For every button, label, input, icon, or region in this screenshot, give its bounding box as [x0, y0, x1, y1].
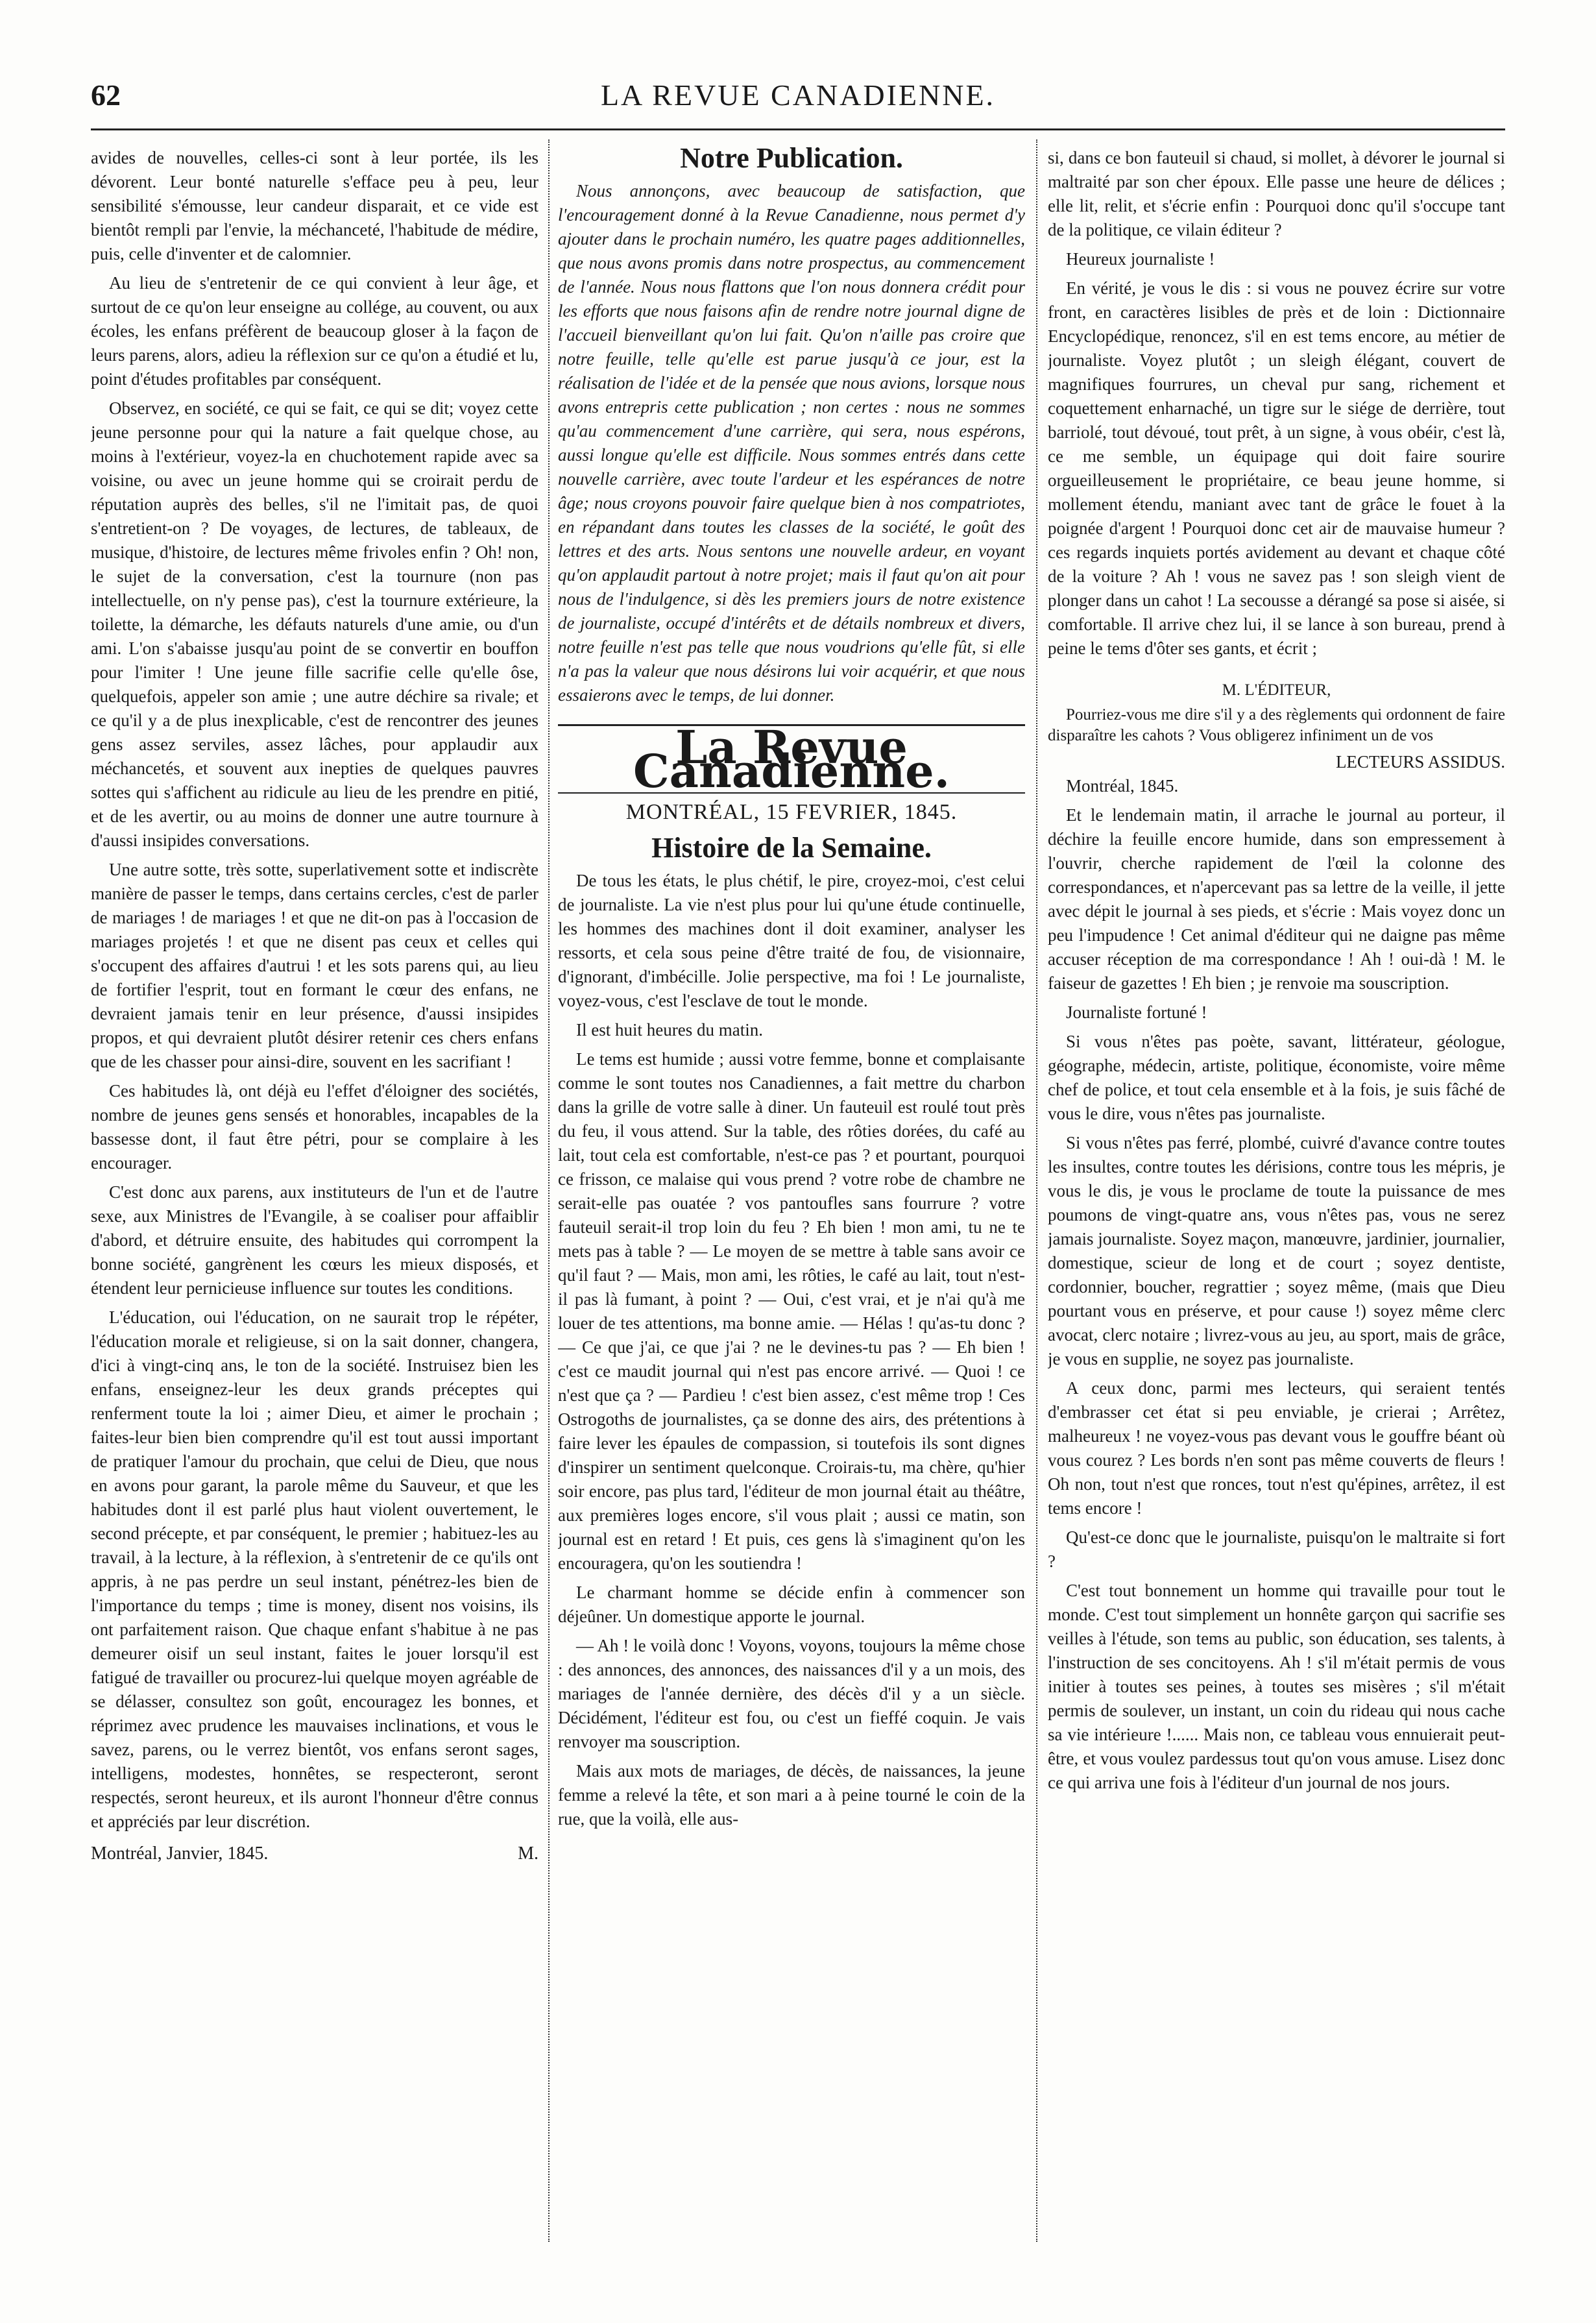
- masthead: La Revue Canadienne.: [558, 724, 1025, 794]
- paragraph: C'est tout bonnement un homme qui travaille pour tout le monde. C'est tout simplement un honnête garçon qui sacrifie ses veilles à l'étude, son tems au public, son éducation, ses talents, à l'instruction de ses concitoyens. Ah ! s'il m'était permis de vous initier à toutes ses peines, à toutes ses misères ; s'il m'était permis de soulever, un instant, un coin du rideau qui nous cache sa vie intérieure !...... Mais non, ce tableau vous ennuierait peut-être, et vous voulez pardessus tout qu'on vous amuse. Lisez donc ce qui arriva une fois à l'éditeur d'un journal de nos jours.: [1048, 1581, 1505, 1792]
- letter-salutation: M. L'ÉDITEUR,: [1222, 681, 1331, 699]
- paragraph: Le charmant homme se décide enfin à commencer son déjeûner. Un domestique apporte le journal.: [558, 1583, 1025, 1626]
- signature-place: Montréal, Janvier, 1845.: [91, 1843, 269, 1864]
- header-rule: [91, 128, 1505, 130]
- column-divider: [548, 140, 550, 2242]
- paragraph: Mais aux mots de mariages, de décès, de naissances, la jeune femme a relevé la tête, et son mari a à peine tourné le coin de la rue, que la voilà, elle aus-: [558, 1761, 1025, 1829]
- paragraph: C'est donc aux parens, aux instituteurs de l'un et de l'autre sexe, aux Ministres de l'Evangile, à se coaliser pour affaiblir d'abord, et détruire ensuite, des habitudes qui corrompent la bonne société, gangrènent les cœurs les mieux disposés, et étendent leur pernicieuse influence sur toutes les conditions.: [91, 1182, 538, 1298]
- page-header: [91, 78, 1505, 123]
- paragraph: A ceux donc, parmi mes lecteurs, qui seraient tentés d'embrasser cet état si peu enviable, je crierai ; Arrêtez, malheureux ! ne voyez-vous pas devant vous le gouffre béant où vous courez ? Les bords n'en sont pas même couverts de fleurs ! Oh non, tout n'est que ronces, tout n'est qu'épines, arrêtez, il est tems encore !: [1048, 1378, 1505, 1518]
- paragraph: Le tems est humide ; aussi votre femme, bonne et complaisante comme le sont toutes nos Canadiennes, a fait mettre du charbon dans la grille de votre salle à diner. Un fauteuil est roulé tout près du feu, il vous attend. Sur la table, des rôties dorées, du café au lait, tout cela est comfortable, n'est-ce pas ? et pourtant, pourquoi ce frisson, ce malaise qui vous prend ? votre robe de chambre ne serait-elle pas ouatée ? vos pantoufles sans fourrure ? votre fauteuil serait-il trop loin du feu ? Eh bien ! mon ami, tu ne te mets pas à table ? — Le moyen de se mettre à table sans avoir ce qu'il faut ? — Mais, mon ami, les rôties, le café au lait, tout n'est-il pas là fumant, à point ? — Oui, c'est vrai, et je n'ai qu'à me louer de tes attentions, ma bonne amie. — Hélas ! qu'as-tu donc ? — Ce que j'ai, ce que j'ai ? ne le devines-tu pas ? — Eh bien ! c'est ce maudit journal qui n'est pas encore arrivé. — Quoi ! ce n'est que ça ? — Pardieu ! c'est bien assez, c'est même trop ! Ces Ostrogoths de journalistes, ça se donne des airs, des prétentions à faire lever les épaules de compassion, si toutefois ils sont dignes d'inspirer un sentiment quelconque. Croirais-tu, ma chère, qu'hier soir encore, pas plus tard, l'éditeur de mon journal était au théâtre, aux premières loges encore, s'il vous plait ; aussi ce matin, son journal est en retard ! Et puis, ces gens là s'imaginent qu'on les encouragera, qu'on les soutiendra !: [558, 1049, 1025, 1573]
- letter-signature: LECTEURS ASSIDUS.: [1335, 752, 1505, 772]
- notice-heading: Notre Publication.: [680, 146, 903, 174]
- paragraph: Au lieu de s'entretenir de ce qui convient à leur âge, et surtout de ce qu'on leur enseigne au collége, au couvent, ou aux écoles, les enfans préfèrent de beaucoup gloser à la façon de leurs parens, alors, adieu la réflexion sur ce qu'on a étudié et lu, point d'études profitables par conséquent.: [91, 273, 538, 389]
- column-right: [1048, 146, 1505, 2248]
- column-left: [91, 146, 538, 2248]
- letter-body: Pourriez-vous me dire s'il y a des règlements qui ordonnent de faire disparaître les cahots ? Vous obligerez infiniment un de vos: [1048, 706, 1505, 744]
- paragraph: — Ah ! le voilà donc ! Voyons, voyons, toujours la même chose : des annonces, des annonces, des naissances d'il y a un mois, des mariages de l'année dernière, des décès d'il y a un siècle. Décidément, l'éditeur est fou, ou c'est un fieffé coquin. Je vais renvoyer ma souscription.: [558, 1636, 1025, 1751]
- section-heading: Histoire de la Semaine.: [651, 832, 932, 864]
- column-divider: [1036, 140, 1037, 2242]
- paragraph: Si vous n'êtes pas poète, savant, littérateur, géologue, géographe, médecin, artiste, politique, économiste, voire même chef de police, et tout cela ensemble et à la fois, je suis fâché de vous le dire, vous n'êtes pas journaliste.: [1048, 1032, 1505, 1123]
- signature-name: M.: [518, 1843, 538, 1864]
- paragraph: Si vous n'êtes pas ferré, plombé, cuivré d'avance contre toutes les insultes, contre toutes les dérisions, contre tous les mépris, je vous le dis, je vous le proclame de toute la puissance de mes poumons de vingt-quatre ans, vous n'êtes pas, vous ne serez jamais journaliste. Soyez maçon, manœuvre, jardinier, journalier, domestique, scieur de long et de court ; soyez dentiste, cordonnier, boucher, regrattier ; soyez même, (mais que Dieu pourtant vous en préserve, et pour cause !) soyez même clerc avocat, clerc notaire ; livrez-vous au jeu, au sport, mais de grâce, je vous en supplie, ne soyez pas journaliste.: [1048, 1133, 1505, 1368]
- page-number: 62: [91, 79, 121, 112]
- paragraph: En vérité, je vous le dis : si vous ne pouvez écrire sur votre front, en caractères lisibles de près et de loin : Dictionnaire Encyclopédique, renoncez, s'il en est tems encore, au métier de journaliste. Voyez plutôt ; un sleigh élégant, couvert de magnifiques fourrures, un cheval pur sang, richement et coquettement enharnaché, un tigre sur le siége de derrière, tout barriolé, tout dévoué, tout prêt, à un signe, à vous obéir, c'est là, ce me semble, un équipage qui doit faire sourire orgueilleusement le propriétaire, ce beau jeune homme, si mollement étendu, maniant avec tant de grâce le fouet à la poignée d'argent ! Pourquoi donc cet air de mauvaise humeur ? ces regards inquiets portés avidement au devant et chaque côté de la voiture ? Ah ! vous ne savez pas ! son sleigh vient de plonger dans un cahot ! La secousse a dérangé sa pose si aisée, si comfortable. Il arrive chez lui, il se lance à son bureau, prend à peine le tems d'ôter ses gants, et écrit ;: [1048, 278, 1505, 658]
- notice-text: Nous annonçons, avec beaucoup de satisfaction, que l'encouragement donné à la Revue Canadienne, nous permet d'y ajouter dans le prochain numéro, les quatre pages additionnelles, que nous avons promis dans notre prospectus, au commencement de l'année. Nous nous flattons que l'on nous donnera crédit pour les efforts que nous faisons afin de rendre notre journal digne de l'accueil bienveillant qu'on lui fait. Qu'on n'aille pas croire que notre feuille, telle qu'elle est parue jusqu'à ce jour, est la réalisation de l'idée et de la pensée que nous avions, lorsque nous avons entrepris cette publication ; non certes : nous ne sommes qu'au commencement d'une carrière, qui sera, nous espérons, aussi longue qu'elle est difficile. Nous sommes entrés dans cette nouvelle carrière, avec toute l'ardeur et les espérances de notre âge; nous croyons pouvoir faire quelque bien à nos compatriotes, en répandant dans toutes les classes de la société, le goût des lettres et des arts. Nous sentons une nouvelle ardeur, en voyant qu'on applaudit partout à notre projet; mais il faut qu'on ait pour nous de l'indulgence, si dès les premiers jours de notre existence de journaliste, occupé d'intérêts et de détails nombreux et divers, notre feuille n'est pas telle que nous voudrions qu'elle fût, si elle n'a pas la valeur que nous désirons lui voir acquérir, et que nous essaierons avec le temps, de lui donner.: [558, 181, 1025, 705]
- paragraph: Journaliste fortuné !: [1066, 1003, 1207, 1022]
- paragraph: Et le lendemain matin, il arrache le journal au porteur, il déchire la feuille encore humide, dans son empressement à l'ouvrir, cherche rapidement de l'œil la colonne des correspondances, et n'apercevant pas sa lettre de la veille, il jette avec dépit le journal à ses pieds, et s'écrie : Mais voyez donc un peu l'impudence ! Cet animal d'éditeur qui ne daigne pas même accuser réception de ma correspondance ! Ah ! oui-dà ! M. le faiseur de gazettes ! Eh bien ; je renvoie ma souscription.: [1048, 805, 1505, 993]
- dateline: MONTRÉAL, 15 FEVRIER, 1845.: [625, 800, 958, 824]
- column-center: [558, 146, 1025, 2248]
- paragraph: De tous les états, le plus chétif, le pire, croyez-moi, c'est celui de journaliste. La vie n'est plus pour lui qu'une étude continuelle, les hommes des machines dont il doit examiner, analyser les ressorts, et cela sous peine d'être traité de fou, de visionnaire, d'ignorant, d'imbécille. Jolie perspective, ma foi ! Le journaliste, voyez-vous, c'est l'esclave de tout le monde.: [558, 871, 1025, 1010]
- paragraph: Ces habitudes là, ont déjà eu l'effet d'éloigner des sociétés, nombre de jeunes gens sensés et honorables, incapables de la bassesse dont, il faut être pétri, pour se complaire à les encourager.: [91, 1081, 538, 1173]
- paragraph: Une autre sotte, très sotte, superlativement sotte et indiscrète manière de passer le temps, dans certains cercles, c'est de parler de mariages ! de mariages ! et que ne dit-on pas à l'occasion de mariages projetés ! et que ne disent pas ceux et celles qui s'occupent des affaires d'autrui ! et les sots parens qui, au lieu de fortifier l'esprit, tout en formant le cœur des enfans, ne devraient jamais tenir en leur présence, d'aussi insipides propos, et qui devraient plutôt désirer retenir ces chers enfans que de les chasser pour ainsi-dire, souvent en les sacrifiant !: [91, 860, 538, 1071]
- paragraph: Il est huit heures du matin.: [576, 1020, 763, 1040]
- paragraph: Qu'est-ce donc que le journaliste, puisqu'on le maltraite si fort ?: [1048, 1527, 1505, 1571]
- paragraph: avides de nouvelles, celles-ci sont à leur portée, ils les dévorent. Leur bonté naturelle s'efface peu à peu, leur sensibilité s'émousse, leur candeur disparait, et ce vide est bientôt rempli par l'envie, la méchanceté, l'habitude de médire, puis, celle d'inventer et de calomnier.: [91, 148, 538, 263]
- paragraph: Heureux journaliste !: [1066, 249, 1215, 269]
- paragraph: si, dans ce bon fauteuil si chaud, si mollet, à dévorer le journal si maltraité par son cher époux. Elle passe une heure de délices ; elle lit, relit, et s'écrie enfin : Pourquoi donc qu'il s'occupe tant de la politique, ce vilain éditeur ?: [1048, 148, 1505, 239]
- paragraph: Observez, en société, ce qui se fait, ce qui se dit; voyez cette jeune personne pour qui la nature a fait quelque chose, au moins à l'extérieur, voyez-la en chuchotement rapide avec sa voisine, ou avec un jeune homme qui se croirait perdu de réputation auprès des belles, s'il ne l'imitait pas, de quoi s'entretient-on ? De voyages, de lectures, de tableaux, de musique, d'histoire, de lectures même frivoles enfin ? Oh! non, le sujet de la conversation, c'est la tournure (non pas intellectuelle, on n'y pense pas), c'est la tournure extérieure, la toilette, la démarche, les défauts naturels d'une amie, ou d'un ami. L'on s'abaisse jusqu'au point de se convertir en bouffon pour l'imiter ! Une jeune fille sacrifie celle qu'elle ôse, quelquefois, appeler son amie ; une autre déchire sa rivale; et ce qu'il y a de plus inexplicable, c'est de rencontrer des jeunes gens assez serviles, assez lâches, pour applaudir aux méchancetés, et souvent aux inepties de quelques pauvres sottes qui s'affichent au ridicule au lieu de les prendre en pitié, et de les avertir, ou au moins de donner une autre tournure à d'aussi insipides conversations.: [91, 398, 538, 850]
- running-title: LA REVUE CANADIENNE.: [600, 79, 996, 112]
- letter-place: Montréal, 1845.: [1066, 776, 1179, 796]
- paragraph: L'éducation, oui l'éducation, on ne saurait trop le répéter, l'éducation morale et religieuse, si on la sait donner, changera, d'ici à vingt-cinq ans, le ton de la société. Instruisez bien les enfans, enseignez-leur les deux grands préceptes qui renferment toute la loi ; aimer Dieu, et aimer le prochain ; faites-leur bien bien comprendre qu'il est tout aussi important de pratiquer l'amour du prochain, que celui de Dieu, que nous en avons pour garant, la parole même du Sauveur, et que les habitudes dont il est parlé plus haut violent ouvertement, le second précepte, et par conséquent, le premier ; habituez-les au travail, à la lecture, à la réflexion, à s'entretenir de ce qu'ils ont appris, à ne pas perdre un seul instant, pénétrez-les bien de l'importance du temps ; time is money, disent nos voisins, ils ont parfaitement raison. Que chaque enfant s'habitue à ne pas demeurer oisif un seul instant, faites le jouer lorsqu'il est fatigué de travailler ou procurez-lui quelque moyen agréable de se délasser, consultez son goût, encouragez les bonnes, et réprimez avec prudence les mauvaises inclinations, et vous le savez, parens, ou le verrez bientôt, vos enfans seront sages, intelligens, modestes, honnêtes, se respecteront, seront respectés, seront heureux, et ils auront l'honneur d'être connus et appréciés par leur discrétion.: [91, 1307, 538, 1831]
- article-signature: [91, 1842, 538, 1866]
